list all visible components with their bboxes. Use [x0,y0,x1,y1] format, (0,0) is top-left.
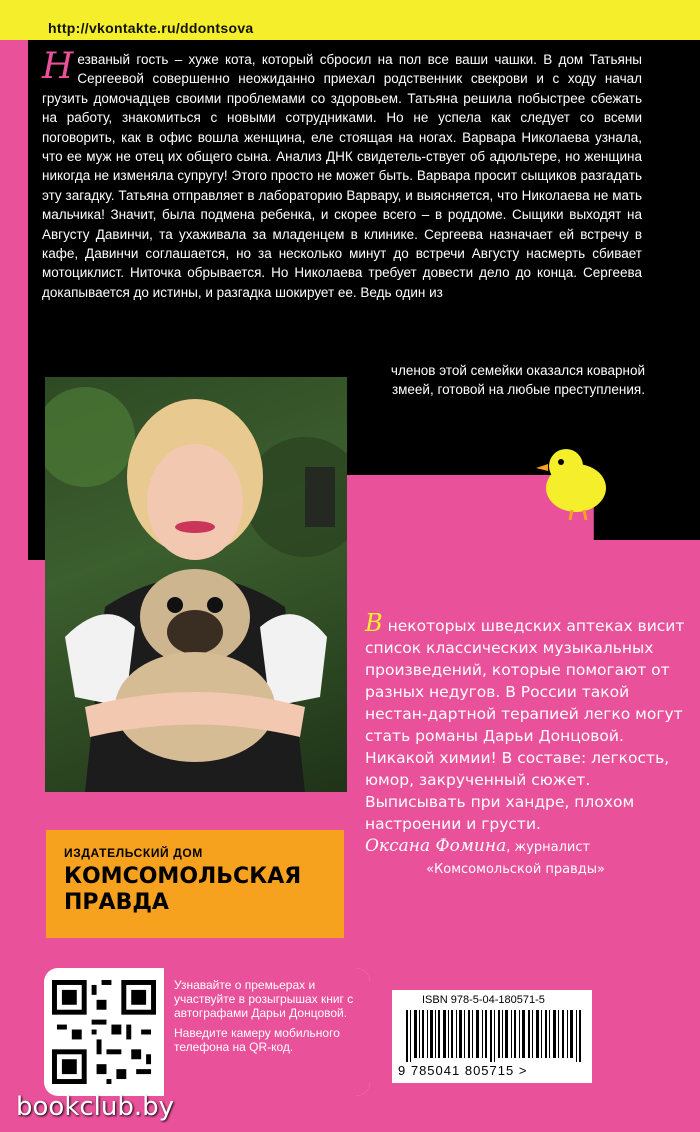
publisher-logo [46,830,344,938]
barcode-icon [406,1010,582,1062]
review-quote [365,609,695,881]
qr-code-icon[interactable] [52,978,156,1086]
qr-promo-text [174,978,364,1060]
barcode-digits: 9 785041 805715 > [398,1063,528,1078]
publisher-logo-name: КОМСОМОЛЬСКАЯ ПРАВДА [64,864,302,915]
qr-promo-line1: Узнавайте о премьерах и участвуйте в розыгрышах книг с автографами Дарьи Донцовой. [174,978,354,1020]
isbn-number: ISBN 978-5-04-180571-5 [422,994,545,1006]
author-photo [45,377,347,792]
quote-text: некоторых шведских аптеках висит список классических музыкальных произведений, которые помогают от разных недугов. В России такой нестан-дартной терапией легко могут стать романы Дарьи Донцовой. Никакой химии! В составе: легкость, юмор, закрученный сюжет. Выписывать при хандре, плохом настроении и грусти. [365,617,685,833]
quote-author-role: , журналист [506,840,591,855]
publisher-logo-small: ИЗДАТЕЛЬСКИЙ ДОМ [64,846,203,860]
book-description [42,46,642,302]
qr-promo-box [44,968,370,1096]
quote-drop-cap: В [365,609,383,637]
watermark-text: bookclub.by [16,1092,175,1122]
website-url[interactable]: http://vkontakte.ru/ddontsova [48,20,254,36]
description-text: езваный гость – хуже кота, который сбросил на пол все ваши чашки. В дом Татьяны Сергеевой совершенно неожиданно приехал родственник свекрови и с ходу начал грузить домочадцев своими проблемами со здоровьем. Татьяна решила побыстрее сбежать на работу, знакомиться с новыми сотрудниками. Но не успела как следует со всеми поговорить, как в офис вошла женщина, еле стоящая на ногах. Варвара Николаева узнала, что ее муж не отец их общего сына. Анализ ДНК свидетель-ствует об адюльтере, но женщина никогда не изменяла супругу! Этого просто не может быть. Варвара просит сыщиков разгадать эту загадку. Татьяна отправляет в лабораторию Варвару, и выясняется, что Николаева не мать мальчика! Значит, была подмена ребенка, и скорее всего – в роддоме. Сыщики выходят на Августу Давинчи, та ухаживала за младенцем в клинике. Сергеева назначает ей встречу в кафе, Давинчи соглашается, но за несколько минут до встречи Августу насмерть сбивает мотоциклист. Ниточка обрывается. Но Николаева требует довести дело до конца. Сергеева докапывается до истины, и разгадка шокирует ее. Ведь один из [42,52,642,300]
description-drop-cap: Н [42,46,74,87]
description-tail: членов этой семейки оказался коварной змеей, готовой на любые преступления. [390,363,645,398]
quote-author: Оксана Фомина [365,836,507,856]
quote-source: «Комсомольской правды» [426,862,605,877]
isbn-barcode [392,990,592,1083]
author-photo-illustration [45,377,347,792]
qr-promo-line2: Наведите камеру мобильного телефона на QR-код. [174,1026,340,1054]
chick-icon [528,438,618,528]
